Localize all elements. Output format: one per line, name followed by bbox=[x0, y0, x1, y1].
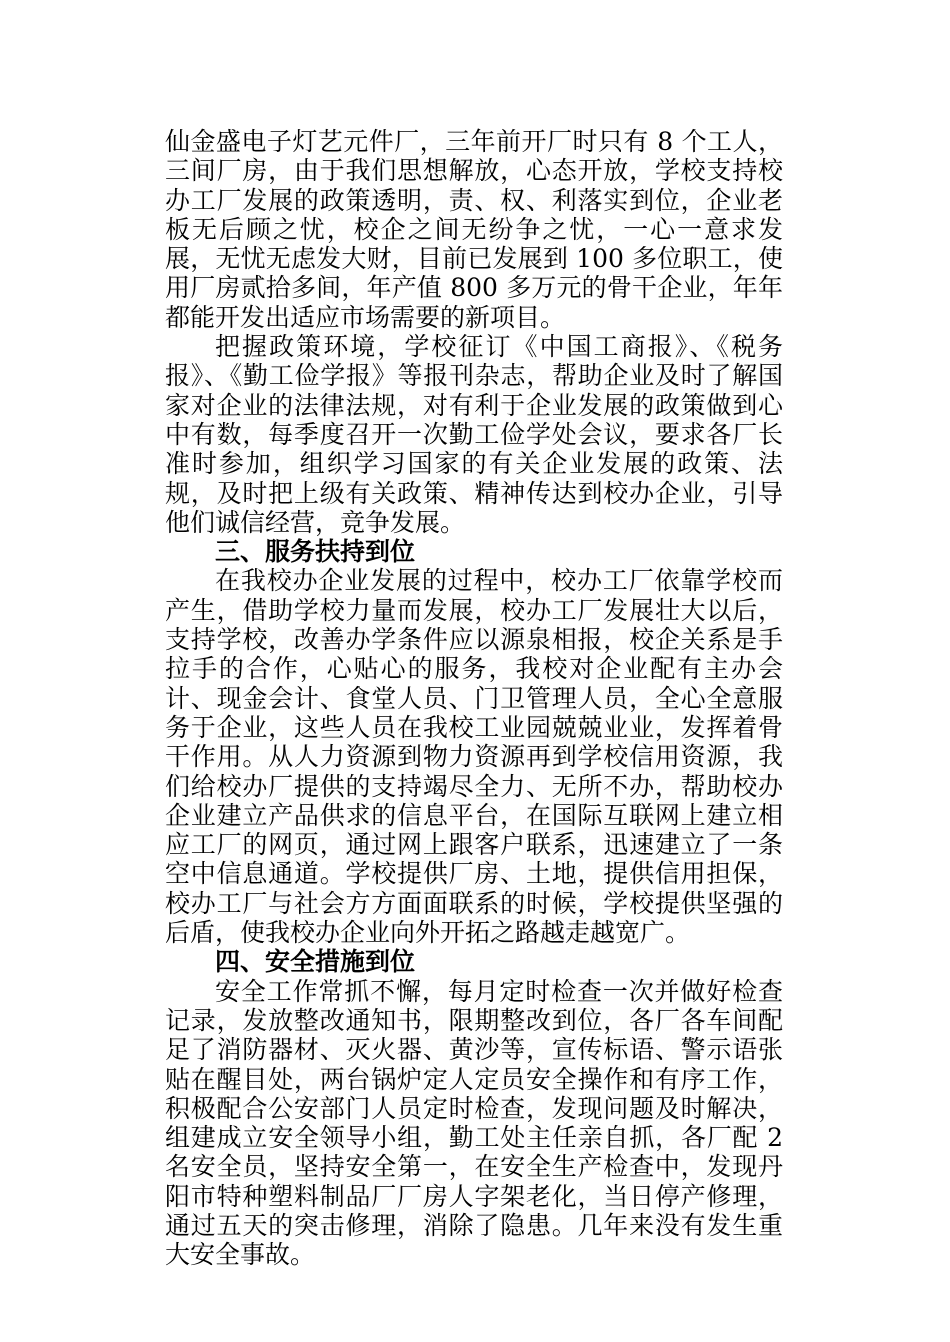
paragraph-continued: 仙金盛电子灯艺元件厂，三年前开厂时只有 8 个工人，三间厂房，由于我们思想解放，心态开放，学校支持校办工厂发展的政策透明，责、权、利落实到位，企业老板无后顾之忧，校企之间无纷争之忧，一心一意求发展，无忧无虑发大财，目前已发展到 100 多位职工，使用厂房贰拾多间，年产值 800 多万元的骨干企业，年年都能开发出适应市场需要的新项目。 bbox=[165, 127, 783, 332]
section-heading-safety-measures: 四、安全措施到位 bbox=[215, 947, 416, 977]
section-heading-service-support: 三、服务扶持到位 bbox=[215, 537, 416, 567]
paragraph-policy-environment: 把握政策环境，学校征订《中国工商报》、《税务报》、《勤工俭学报》等报刊杂志，帮助企业及时了解国家对企业的法律法规，对有利于企业发展的政策做到心中有数，每季度召开一次勤工俭学处会议，要求各厂长准时参加，组织学习国家的有关企业发展的政策、法规，及时把上级有关政策、精神传达到校办企业，引导他们诚信经营，竞争发展。 bbox=[165, 332, 783, 537]
document-body bbox=[165, 127, 783, 1270]
paragraph-safety-measures: 安全工作常抓不懈，每月定时检查一次并做好检查记录，发放整改通知书，限期整改到位，各厂各车间配足了消防器材、灭火器、黄沙等，宣传标语、警示语张贴在醒目处，两台锅炉定人定员安全操作和有序工作，积极配合公安部门人员定时检查，发现问题及时解决，组建成立安全领导小组，勤工处主任亲自抓，各厂配 2 名安全员，坚持安全第一，在安全生产检查中，发现丹阳市特种塑料制品厂厂房人字架老化，当日停产修理，通过五天的突击修理，消除了隐患。几年来没有发生重大安全事故。 bbox=[165, 976, 783, 1270]
paragraph-service-support: 在我校办企业发展的过程中，校办工厂依靠学校而产生，借助学校力量而发展，校办工厂发展壮大以后，支持学校，改善办学条件应以源泉相报，校企关系是手拉手的合作，心贴心的服务，我校对企业配有主办会计、现金会计、食堂人员、门卫管理人员，全心全意服务于企业，这些人员在我校工业园兢兢业业，发挥着骨干作用。从人力资源到物力资源再到学校信用资源，我们给校办厂提供的支持竭尽全力、无所不办，帮助校办企业建立产品供求的信息平台，在国际互联网上建立相应工厂的网页，通过网上跟客户联系，迅速建立了一条空中信息通道。学校提供厂房、土地，提供信用担保，校办工厂与社会方方面面联系的时候，学校提供坚强的后盾，使我校办企业向外开拓之路越走越宽广。 bbox=[165, 566, 783, 948]
